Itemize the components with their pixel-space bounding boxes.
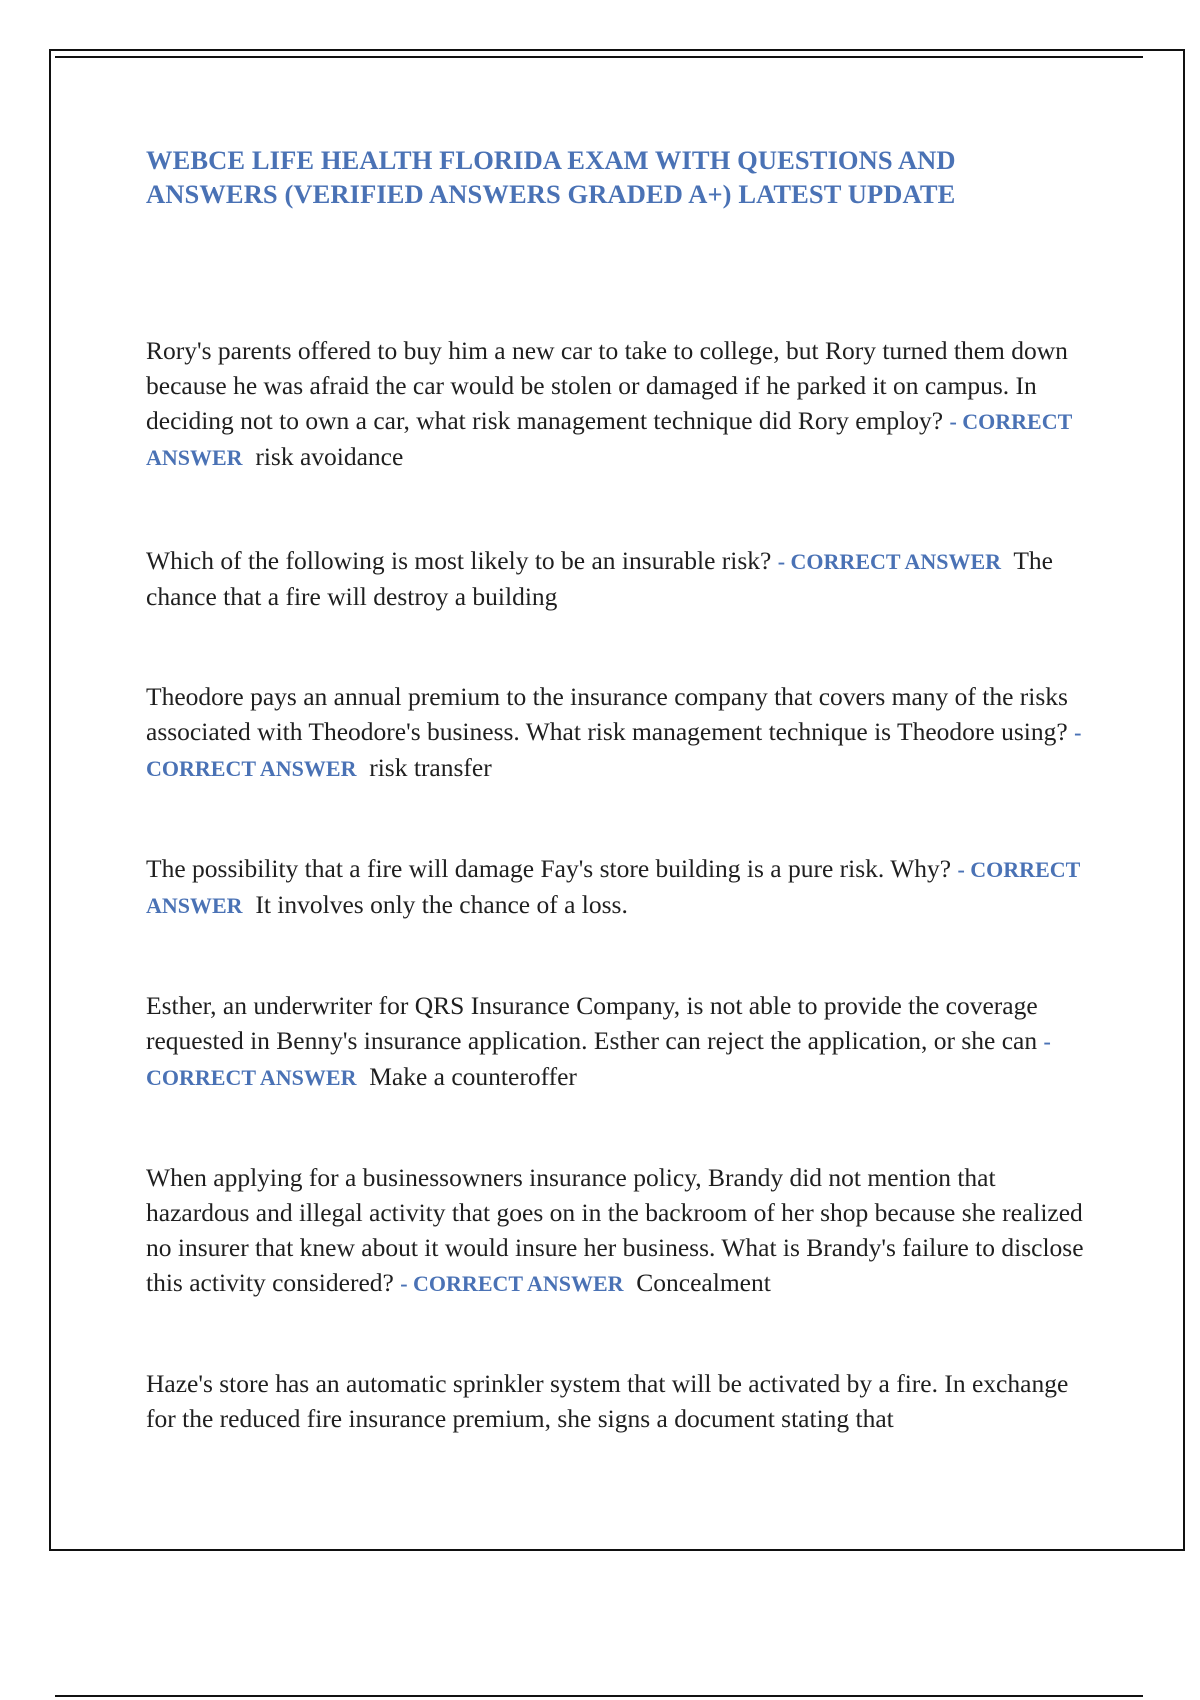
- question-text: Which of the following is most likely to be an insurable risk?: [146, 546, 772, 575]
- correct-answer-marker: - CORRECT ANSWER: [146, 720, 1082, 781]
- question-text: Theodore pays an annual premium to the insurance company that covers many of the risks associated with Theodore's business. What risk management technique is Theodore using?: [146, 682, 1068, 746]
- qa-item: [146, 679, 1096, 786]
- question-text: Haze's store has an automatic sprinkler system that will be activated by a fire. In exchange for the reduced fire insurance premium, she signs a document stating that: [146, 1369, 1069, 1433]
- bottom-rule: [55, 1695, 1143, 1697]
- correct-answer-marker: - CORRECT ANSWER: [146, 409, 1072, 470]
- qa-item: [146, 333, 1096, 475]
- qa-item: [146, 1366, 1096, 1436]
- answer-text: The chance that a fire will destroy a building: [146, 546, 1053, 611]
- qa-item: [146, 543, 1096, 614]
- answer-text: risk avoidance: [255, 442, 404, 471]
- correct-answer-marker: - CORRECT ANSWER: [777, 549, 1002, 574]
- qa-item: [146, 988, 1096, 1095]
- qa-item: [146, 851, 1096, 923]
- answer-text: risk transfer: [369, 753, 492, 782]
- page-frame: [49, 49, 1185, 1551]
- question-text: When applying for a businessowners insurance policy, Brandy did not mention that hazardous and illegal activity that goes on in the backroom of her shop because she realized no insurer that knew about it would insure her business. What is Brandy's failure to disclose this activity considered?: [146, 1163, 1084, 1297]
- answer-text: Concealment: [636, 1268, 771, 1297]
- question-text: Esther, an underwriter for QRS Insurance Company, is not able to provide the coverage requested in Benny's insurance application. Esther can reject the application, or she can: [146, 991, 1038, 1055]
- answer-text: It involves only the chance of a loss.: [255, 890, 628, 919]
- document-title: WEBCE LIFE HEALTH FLORIDA EXAM WITH QUESTIONS AND ANSWERS (VERIFIED ANSWERS GRADED A+) LATEST UPDATE: [146, 145, 956, 209]
- qa-item: [146, 1160, 1096, 1301]
- correct-answer-marker: - CORRECT ANSWER: [146, 1029, 1051, 1090]
- correct-answer-marker: - CORRECT ANSWER: [400, 1271, 624, 1296]
- question-text: Rory's parents offered to buy him a new car to take to college, but Rory turned them down because he was afraid the car would be stolen or damaged if he parked it on campus. In deciding not to own a car, what risk management technique did Rory employ?: [146, 336, 1068, 435]
- answer-text: Make a counteroffer: [369, 1062, 577, 1091]
- correct-answer-marker: - CORRECT ANSWER: [146, 857, 1080, 918]
- question-text: The possibility that a fire will damage Fay's store building is a pure risk. Why?: [146, 854, 952, 883]
